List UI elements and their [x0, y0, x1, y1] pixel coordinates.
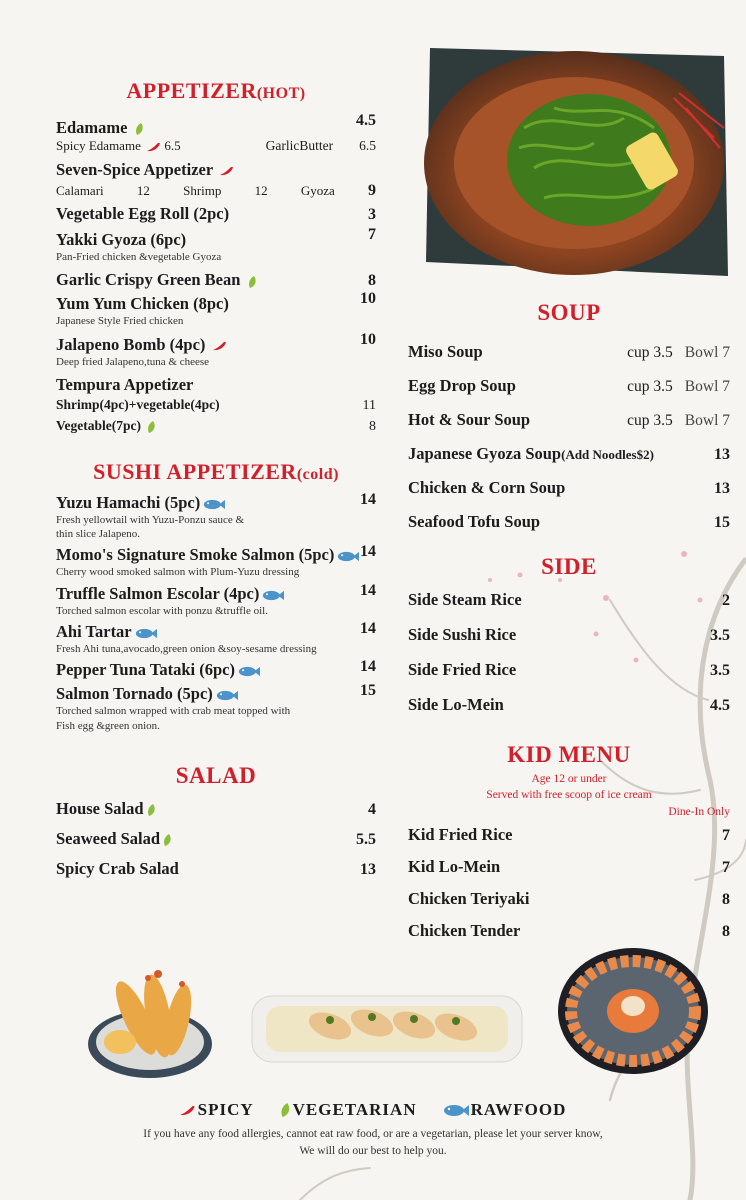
item-price: 7	[722, 858, 730, 876]
sushi-plate-photo	[250, 992, 524, 1066]
kid-menu-title: KID MENU	[507, 742, 631, 767]
item-name: Momo's Signature Smoke Salmon (5pc)	[56, 545, 335, 565]
side-item	[408, 695, 730, 730]
menu-item-egg-roll	[56, 204, 376, 224]
appetizer-title	[56, 78, 376, 104]
item-name: Kid Fried Rice	[408, 824, 513, 844]
item-name: Hot & Sour Soup	[408, 410, 531, 429]
salmon-tornado-photo	[556, 946, 710, 1076]
seaweed-salad-photo	[424, 48, 730, 280]
sushi-title-text: SUSHI APPETIZER	[93, 458, 297, 484]
item-name: Yum Yum Chicken (8pc)	[56, 294, 229, 314]
item-name: Side Steam Rice	[408, 590, 522, 609]
item-name: Side Sushi Rice	[408, 625, 517, 644]
item-name: Spicy Edamame	[56, 138, 141, 153]
seven-spice-options	[56, 182, 376, 200]
menu-item-yum-yum-chicken	[56, 290, 376, 314]
item-price: 7	[722, 826, 730, 844]
menu-item-tempura-shrimp	[56, 397, 376, 414]
tempura-photo	[86, 958, 216, 1082]
sushi-item	[56, 622, 376, 642]
side-item	[408, 660, 730, 695]
menu-item-tempura-vegetable	[56, 418, 376, 435]
item-name: Seven-Spice Appetizer	[56, 160, 213, 179]
menu-item-tempura	[56, 375, 376, 395]
item-price: 8	[722, 890, 730, 908]
menu-item-yakki-gyoza	[56, 226, 376, 250]
kid-menu-item	[408, 825, 730, 857]
item-price: 4	[368, 800, 376, 818]
item-description: Deep fried Jalapeno,tuna & cheese	[56, 355, 210, 368]
menu-item-edamame	[56, 112, 376, 138]
item-price: 8	[369, 418, 376, 434]
item-description: Fish egg &green onion.	[56, 719, 160, 732]
legend-rawfood-label: RAWFOOD	[470, 1100, 567, 1119]
item-description: Japanese Style Fried chicken	[56, 315, 184, 328]
cup-price: cup 3.5	[627, 412, 673, 429]
salad-item	[56, 799, 376, 829]
item-name: Truffle Salmon Escolar (4pc)	[56, 583, 260, 603]
item-price: 14	[360, 543, 376, 561]
kid-menu-ice-cream-note: Served with free scoop of ice cream	[486, 788, 652, 801]
sushi-appetizer-title	[56, 459, 376, 485]
kid-menu-item	[408, 857, 730, 889]
side-item	[408, 625, 730, 660]
item-description: thin slice Jalapeno.	[56, 528, 141, 541]
fish-icon	[135, 628, 157, 639]
side-title: SIDE	[541, 554, 597, 579]
item-name: House Salad	[56, 798, 144, 818]
appetizer-title-text: APPETIZER	[126, 78, 257, 103]
right-column	[408, 300, 730, 953]
item-name: Edamame	[56, 118, 128, 137]
appetizer-title-suffix: (HOT)	[256, 85, 306, 102]
menu-item-chicken-corn-soup	[408, 478, 730, 512]
soup-title: SOUP	[537, 300, 601, 325]
vegetarian-icon	[147, 804, 156, 816]
salad-item	[56, 859, 376, 889]
item-price: 6.5	[359, 138, 376, 153]
item-name: Yuzu Hamachi (5pc)	[56, 492, 201, 512]
item-price: 11	[362, 397, 376, 413]
item-name: Seaweed Salad	[56, 828, 161, 848]
item-price: 9	[367, 182, 376, 199]
item-name: Vegetable Egg Roll (2pc)	[56, 204, 230, 223]
item-description: Fresh Ahi tuna,avocado,green onion &soy-sesame dressing	[56, 643, 317, 656]
sushi-item	[56, 684, 376, 704]
legend-spicy-label: SPICY	[197, 1100, 254, 1119]
spicy-icon	[213, 341, 227, 351]
menu-item-spicy-edamame	[56, 138, 376, 154]
item-price: 8	[722, 922, 730, 940]
item-name: Yakki Gyoza (6pc)	[56, 230, 187, 249]
salad-list	[56, 799, 376, 889]
left-column	[56, 78, 376, 889]
item-note: (Add Noodles$2)	[561, 447, 654, 462]
item-price: 15	[360, 682, 376, 700]
item-price: 10	[360, 290, 376, 308]
footer	[0, 1100, 746, 1159]
vegetarian-icon	[163, 834, 172, 846]
menu-item-gyoza-soup	[408, 444, 730, 478]
menu-item-jalapeno-bomb	[56, 330, 376, 355]
menu-item-seafood-tofu-soup	[408, 512, 730, 546]
side-list	[408, 590, 730, 730]
item-name: Calamari	[56, 183, 104, 198]
item-name: Miso Soup	[408, 342, 483, 361]
menu-item-seven-spice	[56, 160, 376, 180]
item-name: Shrimp(4pc)+vegetable(4pc)	[56, 396, 220, 412]
spicy-icon	[147, 142, 161, 152]
item-price: 8	[368, 272, 376, 290]
kid-list	[408, 825, 730, 953]
sushi-item	[56, 545, 376, 565]
disclaimer-line-1: If you have any food allergies, cannot eat raw food, or are a vegetarian, please let your server know,	[143, 1128, 603, 1140]
item-name: Side Lo-Mein	[408, 695, 504, 714]
item-name: Chicken Tender	[408, 920, 521, 940]
item-price: 7	[368, 226, 376, 243]
legend-vegetarian-label: VEGETARIAN	[292, 1100, 417, 1119]
vegetarian-icon	[147, 421, 156, 433]
fish-icon	[262, 590, 284, 601]
fish-icon	[216, 690, 238, 701]
vegetarian-icon	[280, 1103, 291, 1117]
item-name: Garlic Crispy Green Bean	[56, 270, 241, 290]
vegetarian-icon	[248, 276, 257, 288]
item-price: 15	[714, 514, 730, 531]
kid-menu-item	[408, 889, 730, 921]
sushi-list	[56, 490, 376, 733]
menu-item-egg-drop-soup	[408, 376, 730, 410]
item-name: Spicy Crab Salad	[56, 858, 179, 878]
legend-rawfood	[443, 1100, 567, 1120]
item-price: 12	[136, 183, 150, 198]
side-item	[408, 590, 730, 625]
salad-title: SALAD	[175, 762, 257, 788]
sushi-item	[56, 660, 376, 680]
fish-icon	[337, 551, 359, 562]
item-name: Shrimp	[183, 183, 222, 198]
cup-price: cup 3.5	[627, 378, 673, 395]
vegetarian-icon	[135, 123, 144, 135]
item-name: Gyoza	[300, 183, 335, 198]
item-description: Fresh yellowtail with Yuzu-Ponzu sauce &	[56, 513, 245, 526]
item-description: Pan-Fried chicken &vegetable Gyoza	[56, 251, 222, 263]
item-price: 10	[360, 330, 376, 348]
salad-item	[56, 829, 376, 859]
item-price: 14	[360, 620, 376, 638]
item-name: Jalapeno Bomb (4pc)	[56, 334, 206, 354]
legend	[0, 1100, 746, 1120]
item-name: Salmon Tornado (5pc)	[56, 684, 213, 704]
bowl-price: Bowl 7	[684, 378, 730, 395]
item-price: 13	[714, 446, 730, 463]
item-name: GarlicButter	[265, 138, 334, 153]
item-description: Torched salmon escolar with ponzu &truffle oil.	[56, 604, 268, 617]
item-price: 13	[714, 480, 730, 497]
spicy-icon	[180, 1105, 196, 1116]
dine-in-only-note: Dine-In Only	[668, 806, 730, 819]
item-name: Ahi Tartar	[56, 622, 132, 642]
item-name: Vegetable(7pc)	[56, 417, 141, 433]
sushi-item	[56, 490, 376, 513]
item-name: Egg Drop Soup	[408, 376, 516, 395]
item-name: Kid Lo-Mein	[408, 856, 501, 876]
item-name: Tempura Appetizer	[56, 374, 194, 394]
disclaimer-line-2: We will do our best to help you.	[299, 1144, 447, 1157]
item-name: Side Fried Rice	[408, 660, 517, 679]
item-name: Chicken Teriyaki	[408, 888, 530, 908]
sushi-title-suffix: (cold)	[296, 465, 339, 483]
item-price: 6.5	[164, 138, 181, 153]
item-name: Seafood Tofu Soup	[408, 512, 541, 531]
menu-item-miso-soup	[408, 342, 730, 376]
legend-spicy	[180, 1100, 254, 1120]
kid-menu-age-note: Age 12 or under	[531, 773, 607, 785]
item-description: Cherry wood smoked salmon with Plum-Yuzu dressing	[56, 566, 300, 579]
item-price: 3.5	[710, 627, 730, 644]
item-price: 4.5	[356, 112, 376, 129]
item-price: 2	[722, 592, 730, 609]
item-price: 3	[368, 206, 376, 223]
item-price: 14	[360, 490, 376, 508]
item-name: Pepper Tuna Tataki (6pc)	[56, 660, 235, 680]
bowl-price: Bowl 7	[684, 412, 730, 429]
fish-icon	[238, 666, 260, 677]
item-price: 5.5	[356, 830, 376, 848]
allergy-disclaimer	[0, 1126, 746, 1159]
item-price: 14	[360, 658, 376, 676]
menu-item-green-bean	[56, 270, 376, 290]
menu-item-hot-sour-soup	[408, 410, 730, 444]
fish-icon	[203, 499, 225, 510]
item-description: Torched salmon wrapped with crab meat topped with	[56, 705, 291, 718]
item-price: 12	[254, 183, 268, 198]
legend-vegetarian	[280, 1100, 417, 1120]
item-name: Japanese Gyoza Soup	[408, 444, 562, 463]
cup-price: cup 3.5	[627, 344, 673, 361]
item-price: 13	[360, 860, 376, 878]
spicy-icon	[220, 166, 234, 176]
bowl-price: Bowl 7	[684, 344, 730, 361]
item-price: 4.5	[710, 697, 730, 714]
sushi-item	[56, 581, 376, 604]
item-price: 14	[360, 581, 376, 599]
item-name: Chicken & Corn Soup	[408, 478, 566, 497]
fish-icon	[443, 1104, 469, 1117]
item-price: 3.5	[710, 662, 730, 679]
